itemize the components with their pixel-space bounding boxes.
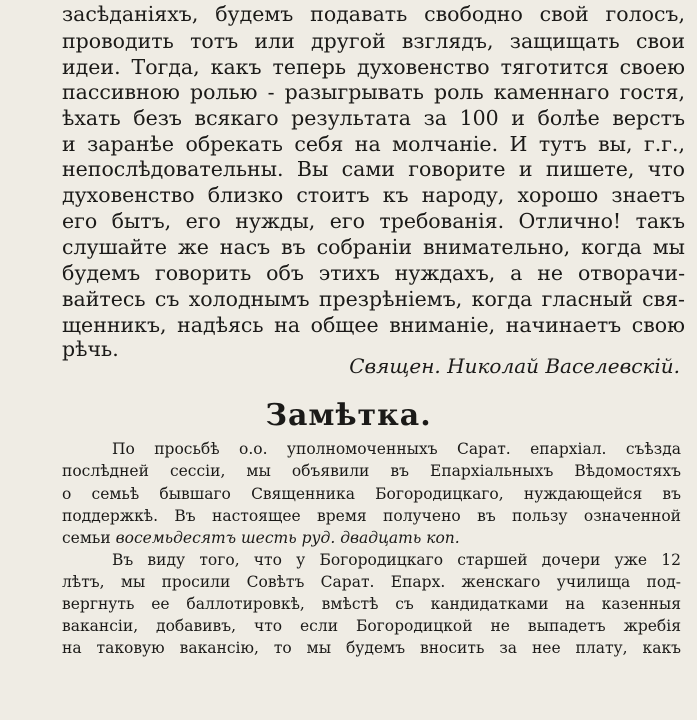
note-line-1: По просьбѣ о.о. уполномоченныхъ Сарат. епархіал. съѣзда — [112, 440, 681, 458]
body-line-10: слушайте же насъ въ собраніи внимательно, когда мы — [62, 235, 685, 259]
body-line-5: ѣхать безъ всякаго результата за 100 и болѣе верстъ — [62, 106, 685, 130]
body-line-6: и заранѣе обрекать себя на молчаніе. И тутъ вы, г.г., — [62, 132, 685, 156]
note-line-9: вакансіи, добавивъ, что если Богородицкой не выпадетъ жребія — [62, 617, 681, 635]
signature: Священ. Николай Васелевскій. — [349, 354, 680, 378]
note-line-6: Въ виду того, что у Богородицкаго старшей дочери уже 12 — [112, 551, 681, 569]
note-line-3: о семьѣ бывшаго Священника Богородицкаго, нуждающейся въ — [62, 485, 681, 503]
body-line-8: духовенство близко стоитъ къ народу, хорошо знаетъ — [62, 183, 685, 207]
note-line-5 — [62, 528, 681, 549]
body-line-7: непослѣдовательны. Вы сами говорите и пишете, что — [62, 157, 685, 181]
body-line-14: рѣчь. — [62, 337, 119, 361]
note-line-10: на таковую вакансію, то мы будемъ вносить за нее плату, какъ — [62, 639, 681, 657]
note-line-5-text: семьи — [62, 529, 116, 547]
body-line-4: пассивною ролью - разыгрывать роль каменнаго гостя, — [62, 80, 685, 104]
body-line-3: идеи. Тогда, какъ теперь духовенство тяготится своею — [62, 55, 685, 79]
body-line-2: проводить тотъ или другой взглядъ, защищать свои — [62, 29, 685, 53]
note-amount: восемьдесятъ шесть руд. двадцать коп. — [115, 529, 460, 547]
section-heading: Замѣтка. — [265, 398, 432, 433]
body-line-1: засѣданіяхъ, будемъ подавать свободно свой голосъ, — [62, 2, 685, 26]
note-line-4: поддержкѣ. Въ настоящее время получено въ пользу означенной — [62, 507, 681, 525]
body-line-12: вайтесь съ холоднымъ презрѣніемъ, когда гласный свя- — [62, 287, 685, 311]
note-line-8: вергнуть ее баллотировкѣ, вмѣстѣ съ кандидатками на казенныя — [62, 595, 681, 613]
body-line-9: его бытъ, его нужды, его требованія. Отлично! такъ — [62, 209, 685, 233]
body-line-11: будемъ говорить объ этихъ нуждахъ, а не отворачи- — [62, 261, 685, 285]
note-line-7: лѣтъ, мы просили Совѣтъ Сарат. Епарх. женскаго училища под- — [62, 573, 681, 591]
note-line-2: послѣдней сессіи, мы объявили въ Епархіальныхъ Вѣдомостяхъ — [62, 462, 681, 480]
body-line-13: щенникъ, надѣясь на общее вниманіе, начинаетъ свою — [62, 313, 685, 337]
